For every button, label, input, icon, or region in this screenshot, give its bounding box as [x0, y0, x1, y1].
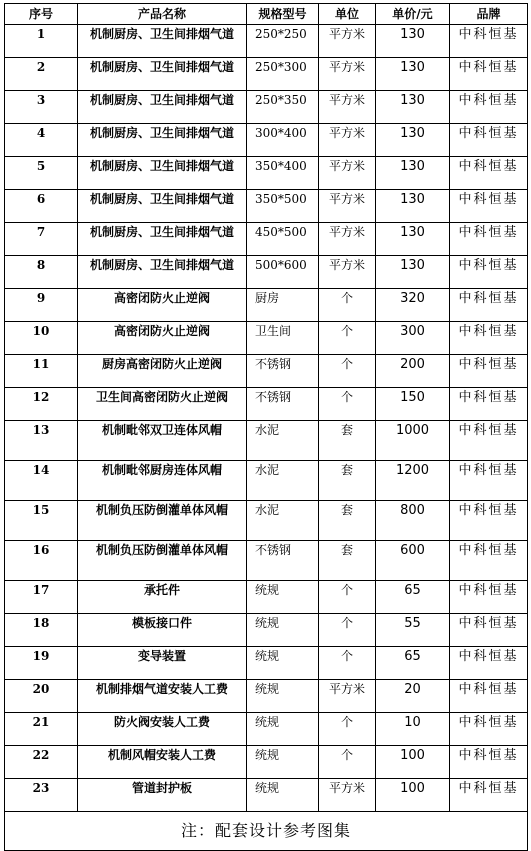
cell-price: 130: [376, 223, 450, 256]
table-row: [5, 223, 528, 256]
cell-brand: 中科恒基: [450, 746, 528, 779]
table-row: [5, 461, 528, 501]
cell-index: 15: [5, 501, 78, 541]
cell-unit: 个: [319, 746, 376, 779]
cell-unit: 套: [319, 541, 376, 581]
cell-spec: 统规: [247, 713, 319, 746]
cell-price: 100: [376, 779, 450, 812]
cell-unit: 套: [319, 501, 376, 541]
cell-price: 65: [376, 647, 450, 680]
header-spec: 规格型号: [247, 4, 319, 25]
table-row: [5, 289, 528, 322]
cell-index: 16: [5, 541, 78, 581]
cell-index: 4: [5, 124, 78, 157]
cell-unit: 平方米: [319, 157, 376, 190]
cell-price: 100: [376, 746, 450, 779]
header-unit: 单位: [319, 4, 376, 25]
cell-product-name: 机制厨房、卫生间排烟气道: [78, 223, 247, 256]
cell-spec: 350*500: [247, 190, 319, 223]
cell-product-name: 机制负压防倒灌单体风帽: [78, 501, 247, 541]
cell-price: 200: [376, 355, 450, 388]
cell-brand: 中科恒基: [450, 614, 528, 647]
cell-product-name: 变导装置: [78, 647, 247, 680]
table-row: [5, 746, 528, 779]
table-row: [5, 157, 528, 190]
cell-price: 130: [376, 58, 450, 91]
cell-brand: 中科恒基: [450, 124, 528, 157]
cell-product-name: 机制风帽安装人工费: [78, 746, 247, 779]
cell-product-name: 高密闭防火止逆阀: [78, 289, 247, 322]
cell-index: 19: [5, 647, 78, 680]
cell-brand: 中科恒基: [450, 713, 528, 746]
cell-index: 9: [5, 289, 78, 322]
table-body: [5, 25, 528, 812]
table-row: [5, 614, 528, 647]
table-row: [5, 501, 528, 541]
table-row: [5, 91, 528, 124]
cell-brand: 中科恒基: [450, 680, 528, 713]
cell-unit: 个: [319, 388, 376, 421]
cell-spec: 水泥: [247, 461, 319, 501]
cell-price: 20: [376, 680, 450, 713]
cell-brand: 中科恒基: [450, 190, 528, 223]
cell-spec: 统规: [247, 581, 319, 614]
header-row: [5, 4, 528, 25]
header-index: 序号: [5, 4, 78, 25]
cell-spec: 统规: [247, 614, 319, 647]
cell-unit: 平方米: [319, 58, 376, 91]
cell-price: 130: [376, 190, 450, 223]
table-row: [5, 124, 528, 157]
price-sheet: [4, 3, 527, 845]
cell-price: 130: [376, 157, 450, 190]
table-row: [5, 713, 528, 746]
cell-index: 23: [5, 779, 78, 812]
table-row: [5, 25, 528, 58]
cell-index: 5: [5, 157, 78, 190]
cell-price: 300: [376, 322, 450, 355]
cell-product-name: 机制厨房、卫生间排烟气道: [78, 58, 247, 91]
cell-index: 1: [5, 25, 78, 58]
cell-index: 6: [5, 190, 78, 223]
table-row: [5, 541, 528, 581]
cell-unit: 平方米: [319, 779, 376, 812]
cell-index: 10: [5, 322, 78, 355]
table-row: [5, 256, 528, 289]
cell-brand: 中科恒基: [450, 421, 528, 461]
table-row: [5, 355, 528, 388]
note-row: [5, 812, 528, 851]
cell-price: 800: [376, 501, 450, 541]
cell-price: 320: [376, 289, 450, 322]
header-brand: 品牌: [450, 4, 528, 25]
cell-spec: 450*500: [247, 223, 319, 256]
header-product-name: 产品名称: [78, 4, 247, 25]
cell-brand: 中科恒基: [450, 461, 528, 501]
cell-index: 17: [5, 581, 78, 614]
cell-brand: 中科恒基: [450, 91, 528, 124]
cell-spec: 不锈钢: [247, 355, 319, 388]
cell-product-name: 卫生间高密闭防火止逆阀: [78, 388, 247, 421]
cell-product-name: 模板接口件: [78, 614, 247, 647]
cell-brand: 中科恒基: [450, 779, 528, 812]
cell-unit: 个: [319, 322, 376, 355]
cell-product-name: 机制厨房、卫生间排烟气道: [78, 256, 247, 289]
cell-spec: 250*350: [247, 91, 319, 124]
cell-price: 1200: [376, 461, 450, 501]
cell-product-name: 机制毗邻双卫连体风帽: [78, 421, 247, 461]
table-row: [5, 58, 528, 91]
cell-product-name: 机制负压防倒灌单体风帽: [78, 541, 247, 581]
cell-brand: 中科恒基: [450, 289, 528, 322]
table-row: [5, 581, 528, 614]
cell-unit: 套: [319, 421, 376, 461]
cell-brand: 中科恒基: [450, 256, 528, 289]
cell-spec: 卫生间: [247, 322, 319, 355]
cell-spec: 350*400: [247, 157, 319, 190]
cell-brand: 中科恒基: [450, 58, 528, 91]
cell-product-name: 高密闭防火止逆阀: [78, 322, 247, 355]
cell-brand: 中科恒基: [450, 322, 528, 355]
cell-index: 13: [5, 421, 78, 461]
cell-product-name: 机制厨房、卫生间排烟气道: [78, 190, 247, 223]
cell-index: 3: [5, 91, 78, 124]
cell-spec: 300*400: [247, 124, 319, 157]
cell-index: 11: [5, 355, 78, 388]
cell-spec: 不锈钢: [247, 541, 319, 581]
table-row: [5, 322, 528, 355]
cell-index: 22: [5, 746, 78, 779]
cell-brand: 中科恒基: [450, 157, 528, 190]
cell-price: 65: [376, 581, 450, 614]
table-row: [5, 779, 528, 812]
cell-unit: 平方米: [319, 680, 376, 713]
note-text: 注：配套设计参考图集: [5, 812, 528, 851]
cell-product-name: 承托件: [78, 581, 247, 614]
cell-product-name: 机制厨房、卫生间排烟气道: [78, 157, 247, 190]
cell-index: 7: [5, 223, 78, 256]
cell-price: 55: [376, 614, 450, 647]
cell-unit: 套: [319, 461, 376, 501]
cell-price: 130: [376, 124, 450, 157]
cell-unit: 平方米: [319, 124, 376, 157]
table-row: [5, 647, 528, 680]
cell-index: 8: [5, 256, 78, 289]
cell-index: 14: [5, 461, 78, 501]
cell-price: 130: [376, 256, 450, 289]
cell-product-name: 管道封护板: [78, 779, 247, 812]
cell-unit: 平方米: [319, 91, 376, 124]
cell-price: 130: [376, 91, 450, 124]
cell-unit: 平方米: [319, 223, 376, 256]
cell-index: 20: [5, 680, 78, 713]
cell-index: 18: [5, 614, 78, 647]
cell-index: 2: [5, 58, 78, 91]
cell-product-name: 厨房高密闭防火止逆阀: [78, 355, 247, 388]
cell-product-name: 防火阀安装人工费: [78, 713, 247, 746]
cell-spec: 水泥: [247, 501, 319, 541]
cell-brand: 中科恒基: [450, 541, 528, 581]
cell-unit: 个: [319, 713, 376, 746]
cell-spec: 250*250: [247, 25, 319, 58]
cell-price: 150: [376, 388, 450, 421]
cell-brand: 中科恒基: [450, 581, 528, 614]
cell-spec: 统规: [247, 680, 319, 713]
cell-product-name: 机制排烟气道安装人工费: [78, 680, 247, 713]
cell-spec: 500*600: [247, 256, 319, 289]
cell-unit: 个: [319, 581, 376, 614]
table-row: [5, 421, 528, 461]
cell-spec: 统规: [247, 746, 319, 779]
cell-product-name: 机制厨房、卫生间排烟气道: [78, 91, 247, 124]
cell-brand: 中科恒基: [450, 223, 528, 256]
cell-product-name: 机制毗邻厨房连体风帽: [78, 461, 247, 501]
cell-index: 21: [5, 713, 78, 746]
cell-unit: 平方米: [319, 256, 376, 289]
cell-index: 12: [5, 388, 78, 421]
cell-brand: 中科恒基: [450, 388, 528, 421]
cell-brand: 中科恒基: [450, 647, 528, 680]
cell-price: 10: [376, 713, 450, 746]
cell-unit: 个: [319, 355, 376, 388]
cell-spec: 250*300: [247, 58, 319, 91]
cell-unit: 个: [319, 289, 376, 322]
cell-price: 600: [376, 541, 450, 581]
price-table: [4, 3, 528, 851]
cell-brand: 中科恒基: [450, 501, 528, 541]
cell-brand: 中科恒基: [450, 25, 528, 58]
cell-spec: 统规: [247, 647, 319, 680]
cell-spec: 统规: [247, 779, 319, 812]
cell-price: 1000: [376, 421, 450, 461]
cell-unit: 个: [319, 614, 376, 647]
cell-spec: 水泥: [247, 421, 319, 461]
cell-spec: 厨房: [247, 289, 319, 322]
cell-product-name: 机制厨房、卫生间排烟气道: [78, 25, 247, 58]
cell-spec: 不锈钢: [247, 388, 319, 421]
table-row: [5, 388, 528, 421]
table-row: [5, 190, 528, 223]
cell-product-name: 机制厨房、卫生间排烟气道: [78, 124, 247, 157]
cell-unit: 平方米: [319, 190, 376, 223]
cell-brand: 中科恒基: [450, 355, 528, 388]
cell-unit: 个: [319, 647, 376, 680]
header-price: 单价/元: [376, 4, 450, 25]
table-row: [5, 680, 528, 713]
cell-price: 130: [376, 25, 450, 58]
cell-unit: 平方米: [319, 25, 376, 58]
